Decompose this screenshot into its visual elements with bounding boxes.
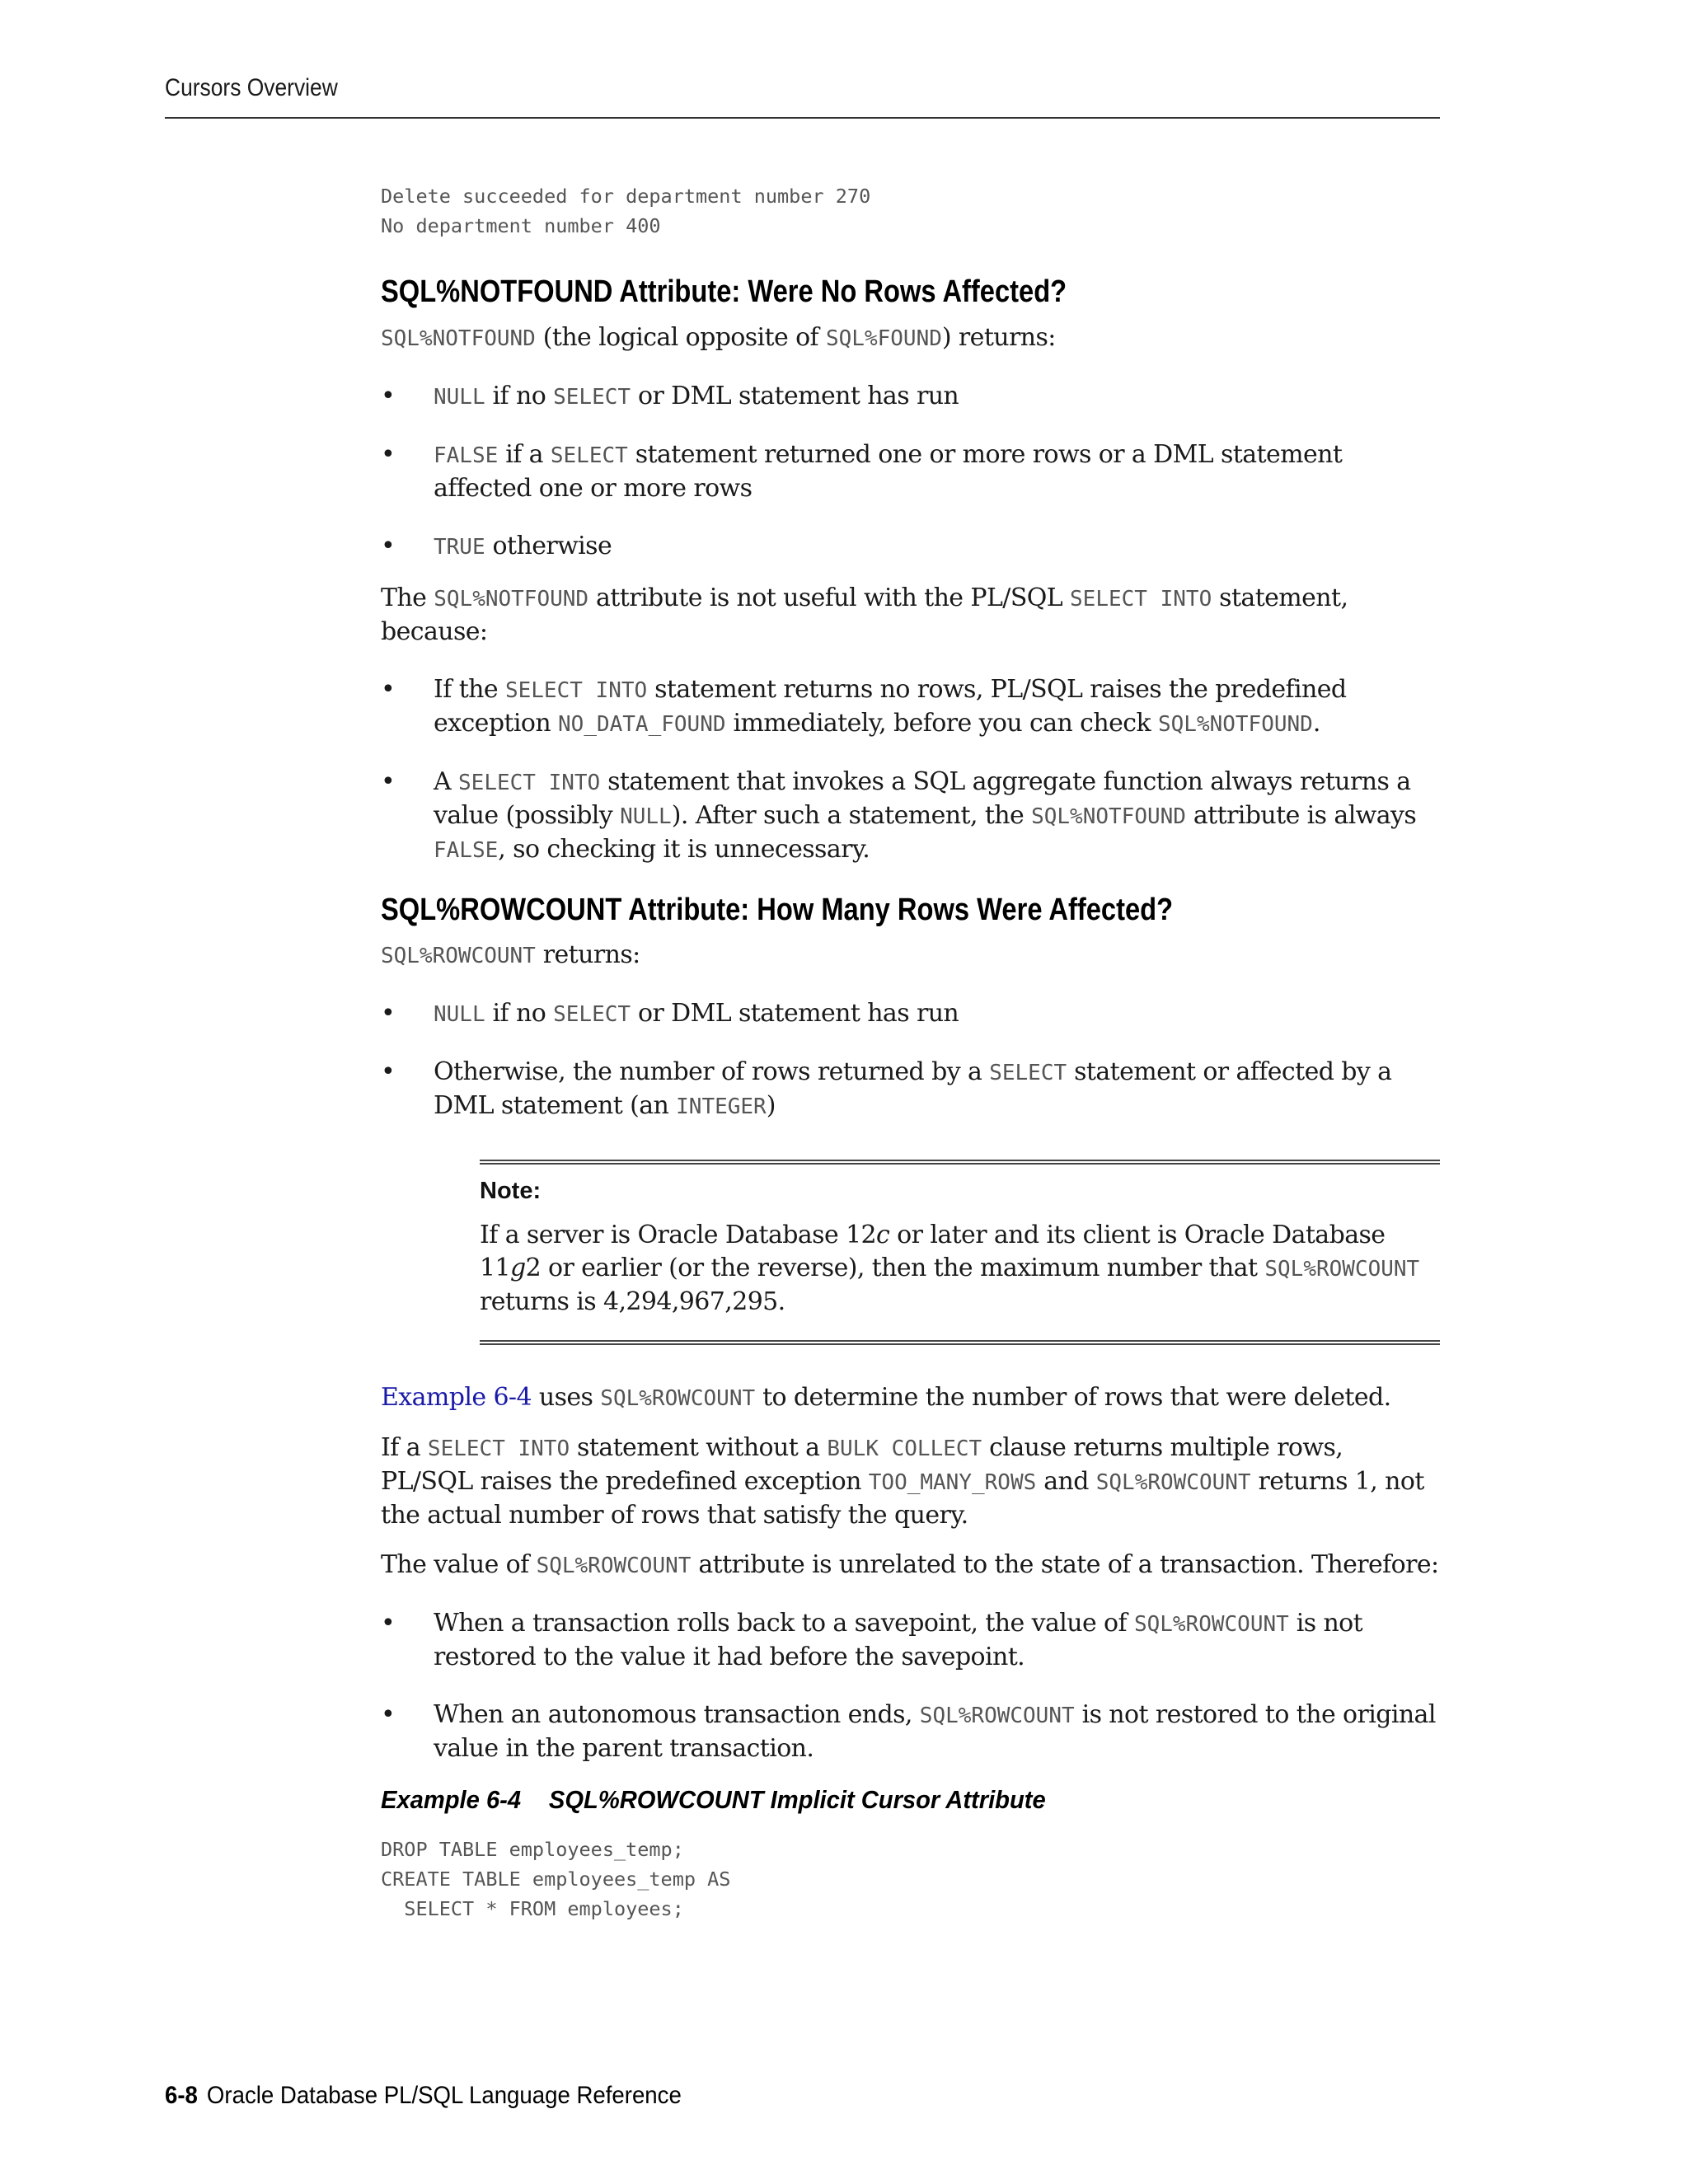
example-code-block [381, 1835, 1440, 1924]
book-title: Oracle Database PL/SQL Language Reference [206, 2082, 682, 2109]
page-content [381, 181, 1440, 1924]
page-footer [165, 2082, 682, 2110]
list-item: • TRUE otherwise [381, 530, 1440, 564]
header-rule [165, 117, 1440, 119]
code-line: Delete succeeded for department number 270 [381, 185, 871, 208]
paragraph: If a SELECT INTO statement without a BULK COLLECT clause returns multiple rows, PL/SQL raises the predefined exception TOO_MANY_ROWS and SQL%ROWCOUNT returns 1, not the actual number of rows that satisfy the query. [381, 1433, 1424, 1530]
note-box [480, 1160, 1440, 1345]
paragraph: SQL%NOTFOUND (the logical opposite of SQL%FOUND) returns: [381, 322, 1056, 352]
bullet-list [381, 1607, 1440, 1765]
section-heading-notfound: SQL%NOTFOUND Attribute: Were No Rows Affected? [381, 274, 1067, 309]
note-text: If a server is Oracle Database 12c or later and its client is Oracle Database 11g2 or earlier (or the reverse), then the maximum number that SQL%ROWCOUNT returns is 4,294,967,295. [480, 1221, 1420, 1317]
bullet-list [381, 997, 1440, 1123]
code-line: SELECT * FROM employees; [381, 1897, 684, 1921]
note-label: Note: [480, 1178, 542, 1205]
list-item: • A SELECT INTO statement that invokes a SQL aggregate function always returns a value (possibly NULL). After such a statement, the SQL%NOTFOUND attribute is always FALSE, so checking it is unnecessary. [381, 766, 1440, 867]
list-item: • NULL if no SELECT or DML statement has run [381, 380, 1440, 414]
list-item: • If the SELECT INTO statement returns no rows, PL/SQL raises the predefined exception NO_DATA_FOUND immediately, before you can check SQL%NOTFOUND. [381, 673, 1440, 741]
running-header: Cursors Overview [165, 74, 338, 101]
paragraph: The value of SQL%ROWCOUNT attribute is unrelated to the state of a transaction. Therefore: [381, 1550, 1439, 1580]
bullet-list [381, 380, 1440, 564]
page-number: 6-8 [165, 2082, 198, 2109]
section-heading-rowcount: SQL%ROWCOUNT Attribute: How Many Rows Were Affected? [381, 892, 1174, 927]
paragraph: The SQL%NOTFOUND attribute is not useful with the PL/SQL SELECT INTO statement, because: [381, 583, 1348, 646]
bullet-list [381, 673, 1440, 867]
list-item: • When a transaction rolls back to a savepoint, the value of SQL%ROWCOUNT is not restored to the value it had before the savepoint. [381, 1607, 1440, 1674]
list-item: • FALSE if a SELECT statement returned one or more rows or a DML statement affected one or more rows [381, 438, 1440, 505]
example-title: Example 6-4 SQL%ROWCOUNT Implicit Cursor Attribute [381, 1785, 1046, 1815]
code-line: CREATE TABLE employees_temp AS [381, 1868, 731, 1891]
code-line: No department number 400 [381, 214, 661, 237]
list-item: • When an autonomous transaction ends, SQL%ROWCOUNT is not restored to the original value in the parent transaction. [381, 1699, 1440, 1765]
paragraph: SQL%ROWCOUNT returns: [381, 940, 640, 970]
output-code-block [381, 181, 1440, 241]
paragraph: Example 6-4 uses SQL%ROWCOUNT to determine the number of rows that were deleted. [381, 1383, 1391, 1413]
code-line: DROP TABLE employees_temp; [381, 1838, 684, 1862]
list-item: • Otherwise, the number of rows returned by a SELECT statement or affected by a DML statement (an INTEGER) [381, 1056, 1440, 1123]
list-item: • NULL if no SELECT or DML statement has run [381, 997, 1440, 1031]
example-link[interactable]: Example 6-4 [381, 1383, 532, 1413]
